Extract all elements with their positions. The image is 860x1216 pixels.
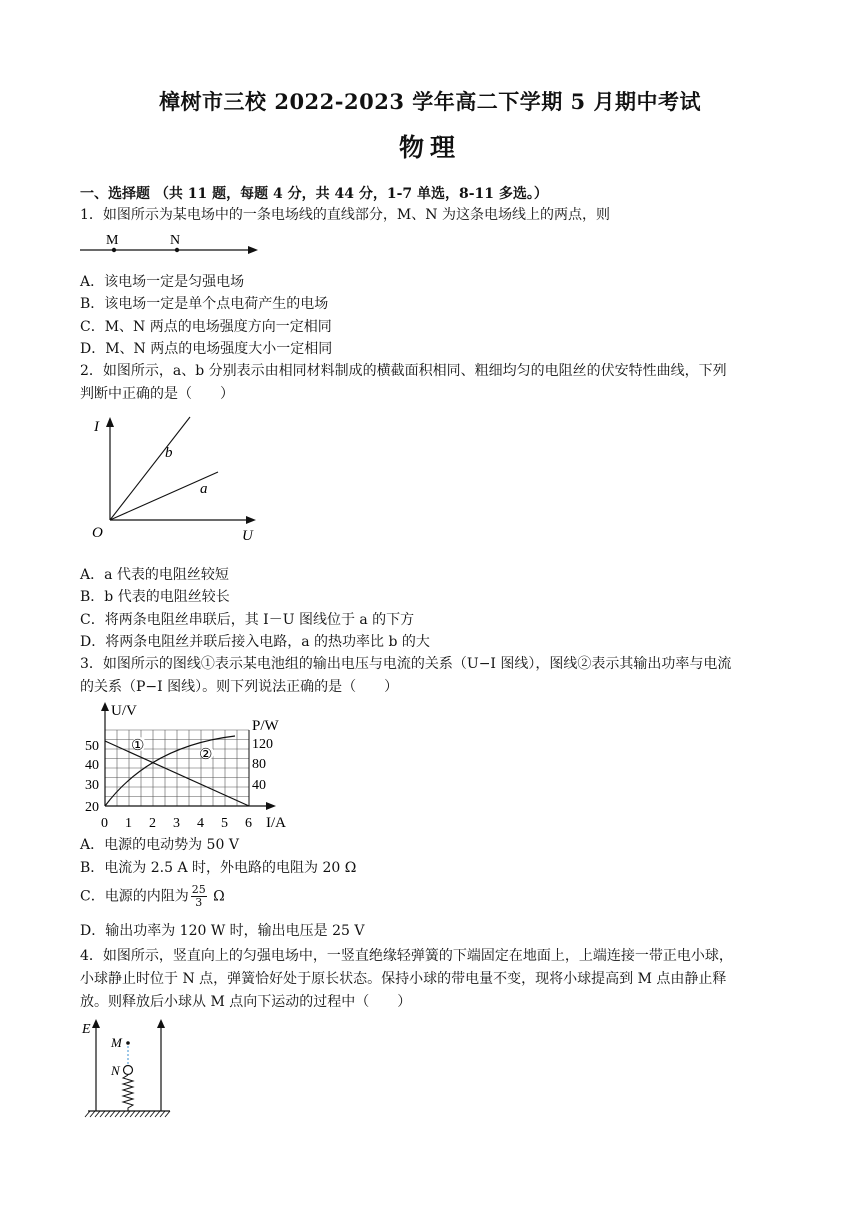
x-axis-arrow-icon bbox=[266, 802, 276, 810]
hatch-stroke bbox=[115, 1111, 120, 1117]
grid bbox=[105, 730, 249, 806]
hatch-stroke bbox=[140, 1111, 145, 1117]
right-tick-label: 80 bbox=[252, 757, 266, 772]
label-n: N bbox=[111, 1063, 120, 1078]
right-tick-label: 120 bbox=[252, 737, 273, 752]
arrow-head-icon bbox=[248, 246, 258, 254]
charged-ball bbox=[124, 1066, 133, 1075]
hatch-stroke bbox=[105, 1111, 110, 1117]
q1-option-a: A．该电场一定是匀强电场 bbox=[80, 274, 245, 290]
q3-option-c-fraction bbox=[191, 884, 207, 909]
hatch-stroke bbox=[95, 1111, 100, 1117]
curve-2-pi-curve bbox=[105, 736, 235, 806]
fraction-numerator: 25 bbox=[191, 883, 206, 896]
fraction-denominator: 3 bbox=[195, 896, 203, 909]
q2-stem-line1: 2．如图所示，a、b 分别表示由相同材料制成的横截面积相同、粗细均匀的电阻丝的伏安特性曲线，下列 bbox=[80, 363, 727, 379]
left-tick-label: 20 bbox=[85, 800, 99, 815]
hatch-stroke bbox=[125, 1111, 130, 1117]
hatch-stroke bbox=[85, 1111, 90, 1117]
hatch-stroke bbox=[135, 1111, 140, 1117]
hatch-stroke bbox=[120, 1111, 125, 1117]
origin-label: O bbox=[92, 525, 103, 541]
section-heading: 一、选择题 （共 11 题，每题 4 分，共 44 分，1-7 单选，8-11 多选。） bbox=[80, 186, 548, 202]
x-label: U bbox=[242, 528, 253, 544]
left-axis-arrow-icon bbox=[101, 702, 109, 711]
x-tick-label: 3 bbox=[173, 816, 180, 831]
hatch-stroke bbox=[130, 1111, 135, 1117]
label-m: M bbox=[106, 233, 119, 248]
q4-stem-line2: 小球静止时位于 N 点，弹簧恰好处于原长状态。保持小球的带电量不变，现将小球提高到 M 点由静止释 bbox=[80, 971, 727, 987]
right-tick-label: 40 bbox=[252, 778, 266, 793]
subject-title: 物理 bbox=[398, 133, 461, 162]
x-arrow-icon bbox=[246, 516, 256, 524]
q3-stem-line1: 3．如图所示的图线①表示某电池组的输出电压与电流的关系（U−I 图线），图线②表示其输出功率与电流 bbox=[80, 656, 732, 672]
left-tick-label: 50 bbox=[85, 739, 99, 754]
left-axis-label: U/V bbox=[111, 703, 137, 719]
point-m bbox=[126, 1041, 130, 1045]
line-b-label: b bbox=[165, 445, 173, 461]
q3-option-c bbox=[80, 884, 225, 909]
q2-option-a: A．a 代表的电阻丝较短 bbox=[80, 567, 229, 583]
right-axis-label: P/W bbox=[252, 718, 279, 734]
field-label: E bbox=[82, 1022, 91, 1037]
x-tick-label: 6 bbox=[245, 816, 252, 831]
hatch-stroke bbox=[90, 1111, 95, 1117]
curve-1-label: ① bbox=[131, 738, 145, 754]
hatch-stroke bbox=[150, 1111, 155, 1117]
x-tick-label: 1 bbox=[125, 816, 132, 831]
spring bbox=[123, 1075, 133, 1111]
q3-stem-line2: 的关系（P−I 图线）。则下列说法正确的是（ ） bbox=[80, 679, 399, 695]
line-b bbox=[110, 417, 190, 520]
x-tick-label: 2 bbox=[149, 816, 156, 831]
field-arrow-right-icon bbox=[157, 1019, 165, 1028]
q1-stem: 1．如图所示为某电场中的一条电场线的直线部分，M、N 为这条电场线上的两点，则 bbox=[80, 207, 610, 223]
x-tick-label: 4 bbox=[197, 816, 204, 831]
q2-option-c: C．将两条电阻丝串联后，其 I－U 图线位于 a 的下方 bbox=[80, 612, 415, 628]
point-m bbox=[112, 248, 116, 252]
ground-hatching bbox=[85, 1111, 170, 1117]
q4-stem-line1: 4．如图所示，竖直向上的匀强电场中，一竖直绝缘轻弹簧的下端固定在地面上，上端连接一带正电小球， bbox=[80, 948, 733, 964]
q1-field-line-figure bbox=[80, 230, 270, 260]
hatch-stroke bbox=[155, 1111, 160, 1117]
hatch-stroke bbox=[145, 1111, 150, 1117]
label-n: N bbox=[170, 233, 181, 248]
q3-option-a: A．电源的电动势为 50 V bbox=[80, 837, 239, 853]
x-tick-label: 0 bbox=[101, 816, 108, 831]
x-tick-label: 5 bbox=[221, 816, 228, 831]
hatch-stroke bbox=[100, 1111, 105, 1117]
hatch-stroke bbox=[165, 1111, 170, 1117]
point-n bbox=[175, 248, 179, 252]
q3-option-c-text: C．电源的内阻为 bbox=[80, 888, 189, 905]
y-label: I bbox=[94, 419, 99, 435]
line-a-label: a bbox=[200, 481, 208, 497]
q2-iu-figure bbox=[88, 415, 268, 550]
hatch-stroke bbox=[110, 1111, 115, 1117]
hatch-stroke bbox=[160, 1111, 165, 1117]
left-tick-label: 40 bbox=[85, 758, 99, 773]
q2-stem-line2: 判断中正确的是（ ） bbox=[80, 386, 234, 402]
q2-option-d: D．将两条电阻丝并联后接入电路，a 的热功率比 b 的大 bbox=[80, 634, 430, 650]
q4-spring-figure bbox=[80, 1015, 180, 1127]
y-arrow-icon bbox=[106, 417, 114, 427]
q4-stem-line3: 放。则释放后小球从 M 点向下运动的过程中（ ） bbox=[80, 994, 412, 1010]
q1-option-b: B．该电场一定是单个点电荷产生的电场 bbox=[80, 296, 329, 312]
left-tick-label: 30 bbox=[85, 778, 99, 793]
q3-ui-pi-figure bbox=[80, 700, 300, 832]
exam-title: 樟树市三校 2022-2023 学年高二下学期 5 月期中考试 bbox=[159, 89, 701, 114]
q3-option-d: D．输出功率为 120 W 时，输出电压是 25 V bbox=[80, 923, 365, 939]
q2-option-b: B．b 代表的电阻丝较长 bbox=[80, 589, 230, 605]
q3-option-c-unit: Ω bbox=[213, 888, 225, 905]
q1-option-d: D．M、N 两点的电场强度大小一定相同 bbox=[80, 341, 333, 357]
q3-option-b: B．电流为 2.5 A 时，外电路的电阻为 20 Ω bbox=[80, 860, 357, 876]
field-arrow-left-icon bbox=[92, 1019, 100, 1028]
curve-2-label: ② bbox=[199, 747, 213, 763]
label-m: M bbox=[111, 1035, 122, 1050]
q1-option-c: C．M、N 两点的电场强度方向一定相同 bbox=[80, 319, 332, 335]
x-axis-label: I/A bbox=[266, 815, 286, 831]
